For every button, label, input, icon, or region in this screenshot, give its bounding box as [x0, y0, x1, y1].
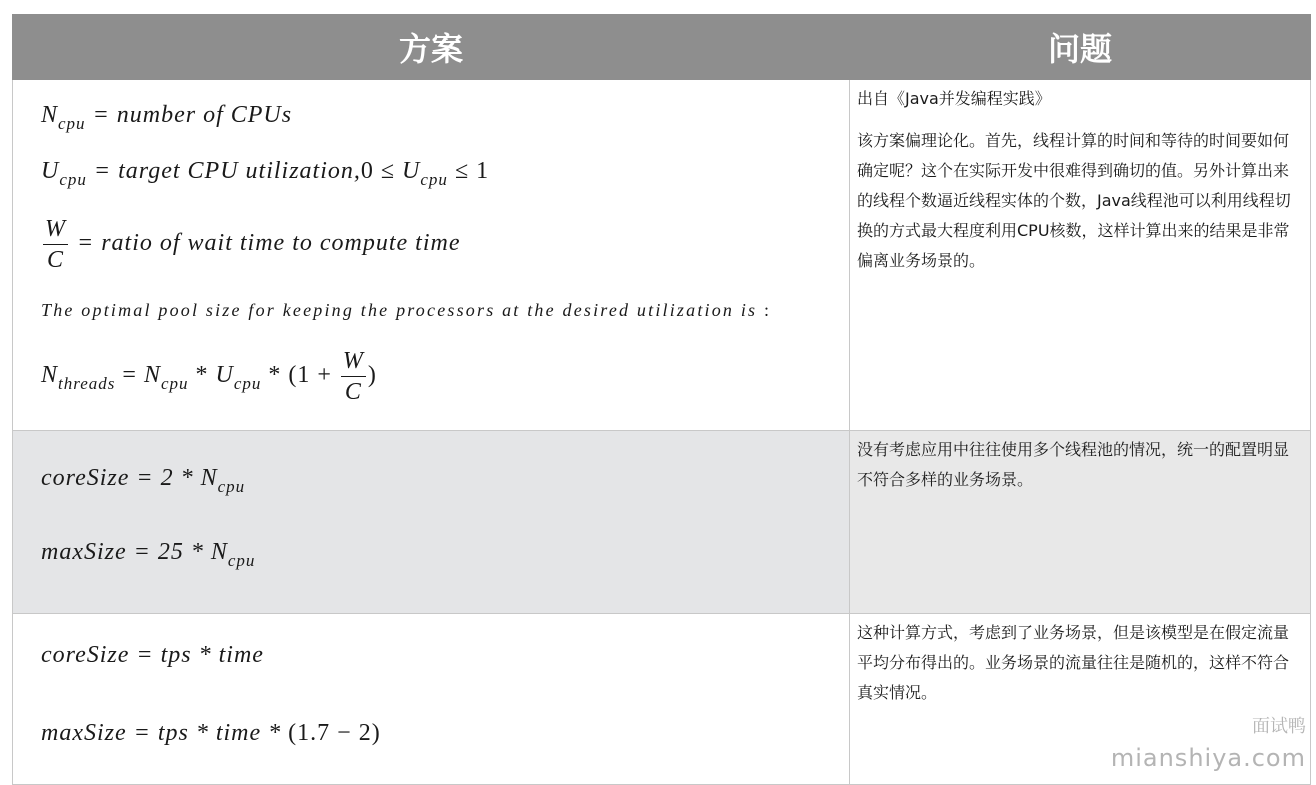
- table-row: [13, 431, 1311, 614]
- formula-cell: [13, 614, 850, 785]
- issue-text: 这种计算方式，考虑到了业务场景，但是该模型是在假定流量平均分布得出的。业务场景的流量往往是随机的，这样不符合真实情况。: [857, 623, 1290, 702]
- watermark-en: mianshiya.com: [1110, 744, 1306, 772]
- formula-ucpu: $U_{cpu}$ = target CPU utilization,0 ≤ $U_{cpu} \le 1$: [41, 158, 490, 189]
- issue-cell: [850, 431, 1311, 614]
- formula-cell: [13, 431, 850, 614]
- issue-text: 该方案偏理论化。首先，线程计算的时间和等待的时间要如何确定呢？这个在实际开发中很难得到确切的值。另外计算出来的线程个数逼近线程实体的个数，Java线程池可以利用线程切换的方式最大程度利用CPU核数，这样计算出来的结果是非常偏离业务场景的。: [857, 131, 1291, 270]
- formula-max-size: maxSize = $25 * N_{cpu}$: [41, 539, 256, 570]
- formula-ncpu: $N_{cpu}$ = number of CPUs: [41, 102, 293, 133]
- formula-cell: [13, 80, 850, 431]
- issue-source: 出自《Java并发编程实践》: [857, 89, 1051, 108]
- fraction-w-over-c: $\frac{W}{C}$: [45, 216, 66, 273]
- issue-cell: [850, 80, 1311, 431]
- formula-ratio: $\frac{W}{C}$ = ratio of wait time to compute time: [45, 216, 461, 273]
- formula-core-size: coreSize = $2 * N_{cpu}$: [41, 465, 246, 496]
- formula-nthreads: $N_{threads} = N_{cpu} * U_{cpu} * (1$ + $\frac{W}{C}$ ): [41, 348, 377, 405]
- header-solution: 方案: [13, 15, 850, 80]
- optimal-size-text: The optimal pool size for keeping the processors at the desired utilization is :: [41, 300, 772, 320]
- table-row: [13, 80, 1311, 431]
- header-problem: 问题: [850, 15, 1311, 80]
- formula-max-size: maxSize = tps * time * (1.7 − 2): [41, 720, 381, 746]
- watermark-cn: 面试鸭: [1252, 716, 1306, 737]
- formula-core-size: coreSize = tps * time: [41, 642, 264, 668]
- solution-problem-table: [12, 14, 1311, 785]
- issue-text: 没有考虑应用中往往使用多个线程池的情况，统一的配置明显不符合多样的业务场景。: [857, 440, 1290, 489]
